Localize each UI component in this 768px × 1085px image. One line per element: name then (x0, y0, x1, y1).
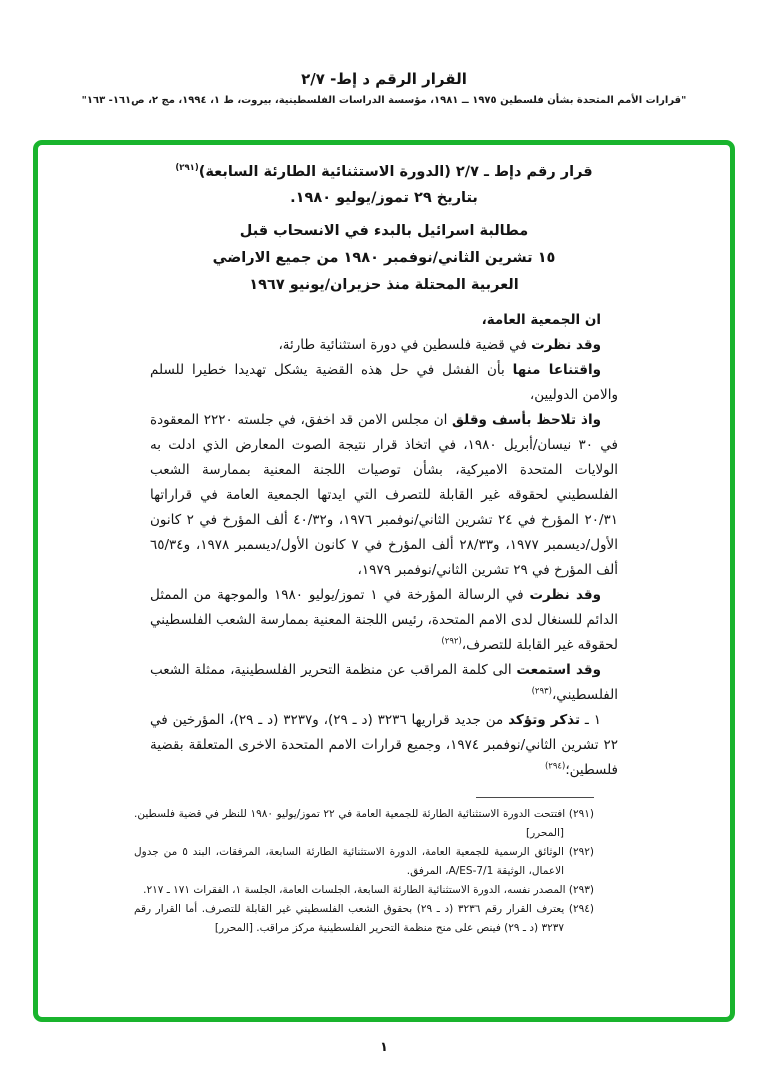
paragraph-text: الى كلمة المراقب عن منظمة التحرير الفلسطينية، ممثلة الشعب الفلسطيني، (150, 662, 618, 703)
resolution-title-block (150, 159, 618, 211)
page-number: ١ (380, 1040, 388, 1055)
document-header (20, 70, 748, 106)
body-paragraph-1 (150, 308, 618, 333)
body-paragraph-6 (150, 658, 618, 708)
footnote-item (134, 900, 594, 938)
footnote-item (134, 881, 594, 900)
paragraph-pre: ١ ـ (580, 712, 602, 728)
footnote-item (134, 843, 594, 881)
footnote-marker: (٢٩١) (568, 808, 594, 820)
body-paragraph-3 (150, 358, 618, 408)
footnote-text: يعترف القرار رقم ٣٢٣٦ (د ـ ٢٩) بحقوق الشعب الفلسطيني غير القابلة للتصرف. أما القرار رقم ٣٢٣٧ (د ـ ٢٩) فينص على منح منظمة التحرير الفلسطينية مركز مراقب. [المحرر] (134, 903, 569, 934)
resolution-date: بتاريخ ٢٩ تموز/يوليو ١٩٨٠. (290, 190, 478, 206)
paragraph-lead: وقد استمعت (516, 662, 601, 678)
subject-line-1: مطالبة اسرائيل بالبدء في الانسحاب قبل (239, 223, 529, 239)
body-paragraph-5 (150, 583, 618, 658)
resolution-content (134, 159, 619, 938)
header-resolution-number: القرار الرقم د إط- ٢/٧ (301, 70, 467, 88)
paragraph-text: في قضية فلسطين في دورة استثنائية طارئة، (278, 337, 532, 353)
footnote-ref-294: (٢٩٤) (544, 761, 566, 772)
footnote-marker: (٢٩٣) (568, 884, 594, 896)
resolution-subject-block (150, 218, 618, 299)
footnote-ref-292: (٢٩٢) (441, 636, 462, 647)
footnote-text: المصدر نفسه، الدورة الاستثنائية الطارئة السابعة، الجلسات العامة، الجلسة ١، الفقرات ١٧١ ـ ٢١٧. (143, 884, 569, 896)
resolution-body (150, 308, 618, 783)
paragraph-lead: تذكر وتؤكد (508, 712, 581, 728)
paragraph-text: ان مجلس الامن قد اخفق، في جلسته ٢٢٢٠ المعقودة في ٣٠ نيسان/أبريل ١٩٨٠، في اتخاذ قرار نتيجة الصوت المعارض الذي ادلت به الولايات المتحدة الاميركية، بشأن توصيات اللجنة المعنية بممارسة الشعب الفلسطيني لحقوقه غير القابلة للتصرف التي ايدتها الجمعية العامة في قراراتها ٢٠/٣١ المؤرخ في ٢٤ تشرين الثاني/نوفمبر ١٩٧٦، و٤٠/٣٢ ألف المؤرخ في ٢ كانون الأول/ديسمبر ١٩٧٧، و٢٨/٣٣ ألف المؤرخ في ٧ كانون الأول/ديسمبر ١٩٧٨، و٦٥/٣٤ ألف المؤرخ في ٢٩ تشرين الثاني/نوفمبر ١٩٧٩، (150, 412, 618, 578)
body-paragraph-2 (150, 333, 618, 358)
footnote-ref-293: (٢٩٣) (531, 686, 552, 697)
paragraph-lead: واقتناعا منها (512, 362, 601, 378)
resolution-frame (33, 140, 735, 1022)
footnote-text: افتتحت الدورة الاستثنائية الطارئة للجمعية العامة في ٢٢ تموز/يوليو ١٩٨٠ للنظر في قضية فلسطين. [المحرر] (134, 808, 569, 839)
footnote-marker: (٢٩٢) (568, 846, 594, 858)
body-paragraph-7 (150, 708, 618, 783)
paragraph-lead: ان الجمعية العامة، (481, 312, 601, 328)
subject-line-3: العربية المحتلة منذ حزيران/يونيو ١٩٦٧ (249, 277, 519, 293)
footnote-ref-291: (٢٩١) (175, 163, 199, 174)
paragraph-text: في الرسالة المؤرخة في ١ تموز/يوليو ١٩٨٠ والموجهة من الممثل الدائم للسنغال لدى الامم المتحدة، رئيس اللجنة المعنية بممارسة الشعب الفلسطيني لحقوقه غير القابلة للتصرف، (150, 587, 618, 653)
footnote-separator (476, 797, 594, 798)
subject-line-2: ١٥ تشرين الثاني/نوفمبر ١٩٨٠ من جميع الاراضي (212, 250, 556, 266)
resolution-title: قرار رقم دإط ـ ٢/٧ (الدورة الاستثنائية الطارئة السابعة) (198, 164, 593, 180)
body-paragraph-4 (150, 408, 618, 583)
header-source-line: "قرارات الأمم المتحدة بشأن فلسطين ١٩٧٥ ــ ١٩٨١، مؤسسة الدراسات الفلسطينية، بيروت، ط ١، ١٩٩٤، مج ٢، ص١٦١- ١٦٣" (81, 95, 687, 106)
resolution-title-line (150, 159, 618, 185)
footnotes-section (134, 797, 594, 938)
paragraph-lead: وقد نظرت (529, 587, 601, 603)
footnote-item (134, 805, 594, 843)
paragraph-lead: واذ تلاحظ بأسف وقلق (452, 412, 601, 428)
paragraph-text: بأن الفشل في حل هذه القضية يشكل تهديدا خطيرا للسلم والامن الدوليين، (150, 362, 618, 403)
footnote-marker: (٢٩٤) (568, 903, 594, 915)
paragraph-lead: وقد نظرت (531, 337, 601, 353)
paragraph-text: من جديد قراريها ٣٢٣٦ (د ـ ٢٩)، و٣٢٣٧ (د ـ ٢٩)، المؤرخين في ٢٢ تشرين الثاني/نوفمبر ١٩٧٤، وجميع قرارات الامم المتحدة الاخرى المتعلقة بقضية فلسطين؛ (150, 712, 619, 778)
footnote-text: الوثائق الرسمية للجمعية العامة، الدورة الاستثنائية الطارئة السابعة، المرفقات، البند ٥ من جدول الاعمال، الوثيقة A/ES-7/1، المرفق. (134, 846, 569, 877)
